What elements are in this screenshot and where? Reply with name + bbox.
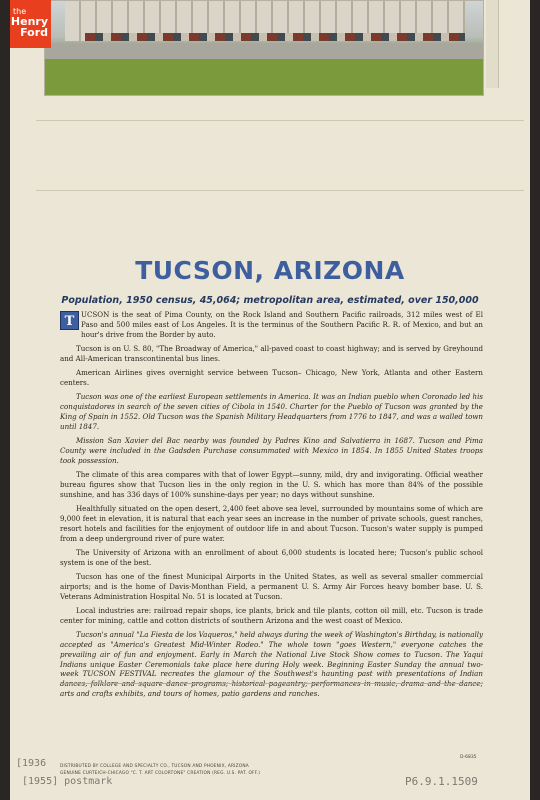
pencil-note: [1955] postmark — [22, 776, 113, 787]
henry-ford-logo: the Henry Ford — [10, 0, 51, 48]
pencil-note: [1936 — [16, 758, 47, 769]
distributor-line: DISTRIBUTED BY COLLEGE AND SPECIALTY CO., TUCSON AND PHOENIX, ARIZONA — [60, 764, 249, 769]
paragraph: The University of Arizona with an enrollment of about 6,000 students is located here; Tucson's public school system is one of the best. — [60, 547, 483, 567]
road-image — [45, 43, 483, 59]
printer-line: GENUINE CURTEICH-CHICAGO "C. T. ART COLORTONE" CREATION (REG. U.S. PAT. OFF.) — [60, 771, 261, 776]
fold-line — [36, 120, 524, 121]
paragraph: T UCSON is the seat of Pima County, on the Rock Island and Southern Pacific railroads, 312 miles west of El Paso and 500 miles east of Los Angeles. It is the terminus of the Southern Pacific R. R. of Mexico, and but an hour's drive from the Border by auto. — [60, 310, 483, 339]
section-divider — [60, 683, 483, 684]
paragraph: Tucson's annual "La Fiesta de los Vaqueros," held always during the week of Washington's Birthday, is nationally accepted as "America's Greatest Mid-Winter Rodeo." The whole town "goes Western," everyone catches the prevailing air of fun and enjoyment. Early in March the National Live Stock Show comes to Tucson. The Yaqui Indians unique Easter Ceremonials take place here during Holy week. Beginning Easter Sunday the annual two-week TUCSON FESTIVAL recreates the glamour of the Southwest's haunting past with presentations of Indian arts and crafts exhibits, and tours of homes, patio gardens and ranches. — [60, 630, 483, 699]
paragraph: Local industries are: railroad repair shops, ice plants, brick and tile plants, cotton oil mill, etc. Tucson is trade center for mining, cattle and cotton districts of southern Arizona and the west coast of Mexico. — [60, 606, 483, 625]
paragraph: Tucson has one of the finest Municipal Airports in the United States, as well as several smaller commercial airports; and is the home of Davis-Monthan Field, a permanent U. S. Army Air Forces heavy bomber base. U. S. Veterans Administration Hospital No. 51 is located at Tucson. — [60, 572, 483, 601]
drop-cap: T — [60, 311, 79, 330]
page-title: TUCSON, ARIZONA — [135, 256, 405, 285]
fold-line — [36, 190, 524, 191]
lawn-image — [45, 59, 483, 96]
paragraph: Tucson was one of the earliest European settlements in America. It was an Indian pueblo when Coronado led his conquistadores in search of the seven cities of Cibola in 1540. Charter for the Pueblo of Tucson was granted by the King of Spain in 1552. Old Tucson was the Spanish Military Headquarters from 1776 to 1847, and was a walled town until 1847. — [60, 392, 483, 431]
accession-number: P6.9.1.1509 — [405, 775, 478, 788]
population-subtitle: Population, 1950 census, 45,064; metropolitan area, estimated, over 150,000 — [61, 295, 479, 306]
paragraph: Mission San Xavier del Bac nearby was founded by Padres Kino and Salvatierra in 1687. Tucson and Pima County were included in the Gadsden Purchase consummated with Mexico in 1854. In 1855 United States troops took possession. — [60, 436, 483, 465]
hotel-photo-strip — [44, 0, 484, 96]
parked-cars-image — [85, 33, 465, 41]
paragraph: The climate of this area compares with that of lower Egypt—sunny, mild, dry and invigorating. Official weather bureau figures show that Tucson lies in the only region in the U. S. which has more than 84% of the possible sunshine, and has 336 days of 100% sunshine-days per year; no days without sunshine. — [60, 470, 483, 499]
card-code: D-6835 — [460, 755, 477, 760]
folder-tab — [486, 0, 499, 88]
paragraph: Tucson is on U. S. 80, "The Broadway of America," all-paved coast to coast highway; and is served by Greyhound and All-American transcontinental bus lines. — [60, 343, 483, 363]
paragraph: Healthfully situated on the open desert, 2,400 feet above sea level, surrounded by mountains some of which are 9,000 feet in elevation, it is natural that each year sees an increase in the number of private schools, guest ranches, resort hotels and facilities for the enjoyment of outdoor life in and about Tucson. Tucson's water supply is pumped from a deep underground river of pure water. — [60, 504, 483, 543]
paragraph: American Airlines gives overnight service between Tucson– Chicago, New York, Atlanta and other Eastern centers. — [60, 368, 483, 387]
article-body — [60, 310, 483, 703]
